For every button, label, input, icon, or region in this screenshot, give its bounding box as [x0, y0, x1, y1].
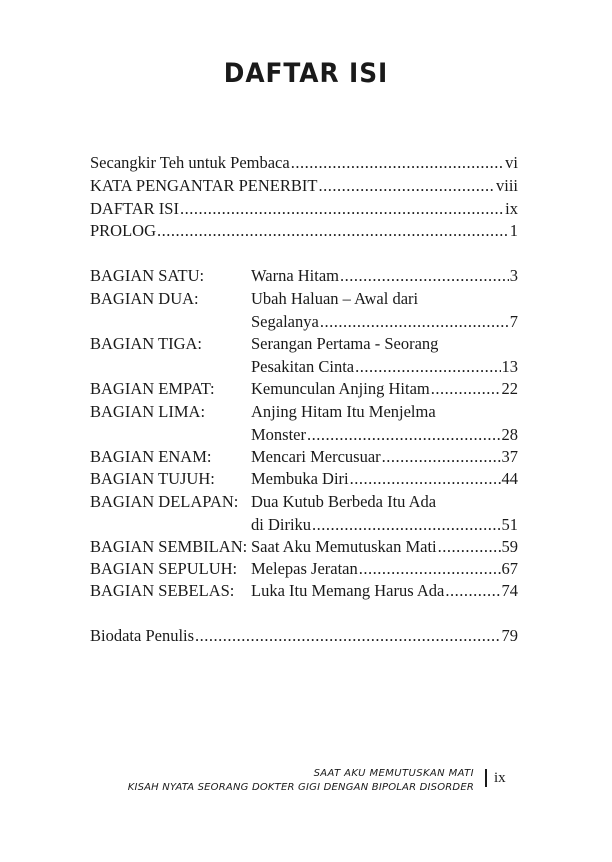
toc-entry-label: Secangkir Teh untuk Pembaca: [90, 153, 290, 172]
part-label: BAGIAN TIGA:: [90, 334, 202, 353]
dot-leader: [350, 468, 501, 490]
chapter-page: 22: [501, 379, 518, 398]
dot-leader: [318, 175, 495, 197]
chapter-title-line: Serangan Pertama - Seorang: [251, 334, 439, 353]
chapter-entry[interactable]: [251, 514, 518, 536]
page-title: DAFTAR ISI: [223, 58, 389, 89]
toc-entry[interactable]: [90, 175, 518, 197]
part-label: BAGIAN ENAM:: [90, 447, 212, 466]
chapter-entry[interactable]: [251, 558, 518, 580]
dot-leader: [320, 311, 509, 333]
chapter-title: Mencari Mercusuar: [251, 447, 381, 466]
chapter-title: Kemunculan Anjing Hitam: [251, 379, 430, 398]
page-number: ix: [494, 770, 506, 786]
chapter-title: Pesakitan Cinta: [251, 357, 355, 376]
chapter-entry[interactable]: [251, 265, 518, 287]
chapter-title-line: Ubah Haluan – Awal dari: [251, 289, 419, 308]
part-label: BAGIAN LIMA:: [90, 402, 206, 421]
part-label: BAGIAN TUJUH:: [90, 469, 215, 488]
dot-leader: [431, 378, 501, 400]
chapter-page: 37: [501, 447, 518, 466]
dot-leader: [307, 424, 501, 446]
chapter-title: di Diriku: [251, 515, 312, 534]
chapter-title: Saat Aku Memutuskan Mati: [251, 537, 437, 556]
chapter-entry[interactable]: [251, 424, 518, 446]
dot-leader: [157, 220, 509, 242]
chapter-title: Luka Itu Memang Harus Ada: [251, 581, 445, 600]
part-label: BAGIAN SEBELAS:: [90, 581, 235, 600]
chapter-entry[interactable]: [251, 468, 518, 490]
part-label: BAGIAN SEMBILAN:: [90, 537, 248, 556]
toc-entry[interactable]: [90, 625, 518, 647]
toc-entry-label: KATA PENGANTAR PENERBIT: [90, 176, 318, 195]
part-label: BAGIAN SATU:: [90, 266, 205, 285]
chapter-entry[interactable]: [251, 536, 518, 558]
toc-entry-label: DAFTAR ISI: [90, 199, 179, 218]
footer-divider: [485, 769, 487, 787]
chapter-entry[interactable]: [251, 580, 518, 602]
dot-leader: [340, 265, 509, 287]
chapter-title: Segalanya: [251, 312, 319, 331]
dot-leader: [355, 356, 500, 378]
chapter-entry[interactable]: [251, 311, 518, 333]
dot-leader: [382, 446, 501, 468]
chapter-entry[interactable]: [251, 446, 518, 468]
chapter-title: Monster: [251, 425, 306, 444]
chapter-title: Melepas Jeratan: [251, 559, 358, 578]
part-label: BAGIAN SEPULUH:: [90, 559, 238, 578]
chapter-page: 7: [509, 312, 518, 331]
chapter-title: Warna Hitam: [251, 266, 340, 285]
chapter-page: 28: [501, 425, 518, 444]
chapter-page: 59: [501, 537, 518, 556]
dot-leader: [291, 152, 504, 174]
part-label: BAGIAN EMPAT:: [90, 379, 215, 398]
chapter-page: 51: [501, 515, 518, 534]
part-label: BAGIAN DELAPAN:: [90, 492, 239, 511]
toc-entry-page: vi: [505, 153, 518, 172]
chapter-page: 74: [501, 581, 518, 600]
toc-entry[interactable]: [90, 220, 518, 242]
running-footer-title: SAAT AKU MEMUTUSKAN MATI: [313, 768, 474, 779]
chapter-title: Membuka Diri: [251, 469, 349, 488]
toc-entry-label: Biodata Penulis: [90, 626, 195, 645]
toc-entry[interactable]: [90, 152, 518, 174]
chapter-title-line: Dua Kutub Berbeda Itu Ada: [251, 492, 437, 511]
chapter-page: 44: [501, 469, 518, 488]
toc-entry-label: PROLOG: [90, 221, 157, 240]
dot-leader: [438, 536, 501, 558]
toc-entry[interactable]: [90, 198, 518, 220]
running-footer-subtitle: KISAH NYATA SEORANG DOKTER GIGI DENGAN BIPOLAR DISORDER: [127, 782, 474, 793]
part-label: BAGIAN DUA:: [90, 289, 199, 308]
chapter-title-line: Anjing Hitam Itu Menjelma: [251, 402, 436, 421]
dot-leader: [359, 558, 501, 580]
toc-entry-page: viii: [495, 176, 518, 195]
toc-entry-page: ix: [505, 199, 518, 218]
chapter-page: 67: [501, 559, 518, 578]
chapter-entry[interactable]: [251, 378, 518, 400]
dot-leader: [180, 198, 504, 220]
chapter-entry[interactable]: [251, 356, 518, 378]
dot-leader: [312, 514, 500, 536]
dot-leader: [445, 580, 500, 602]
chapter-page: 3: [509, 266, 518, 285]
toc-entry-page: 1: [509, 221, 518, 240]
chapter-page: 13: [501, 357, 518, 376]
dot-leader: [195, 625, 500, 647]
toc-entry-page: 79: [501, 626, 518, 645]
